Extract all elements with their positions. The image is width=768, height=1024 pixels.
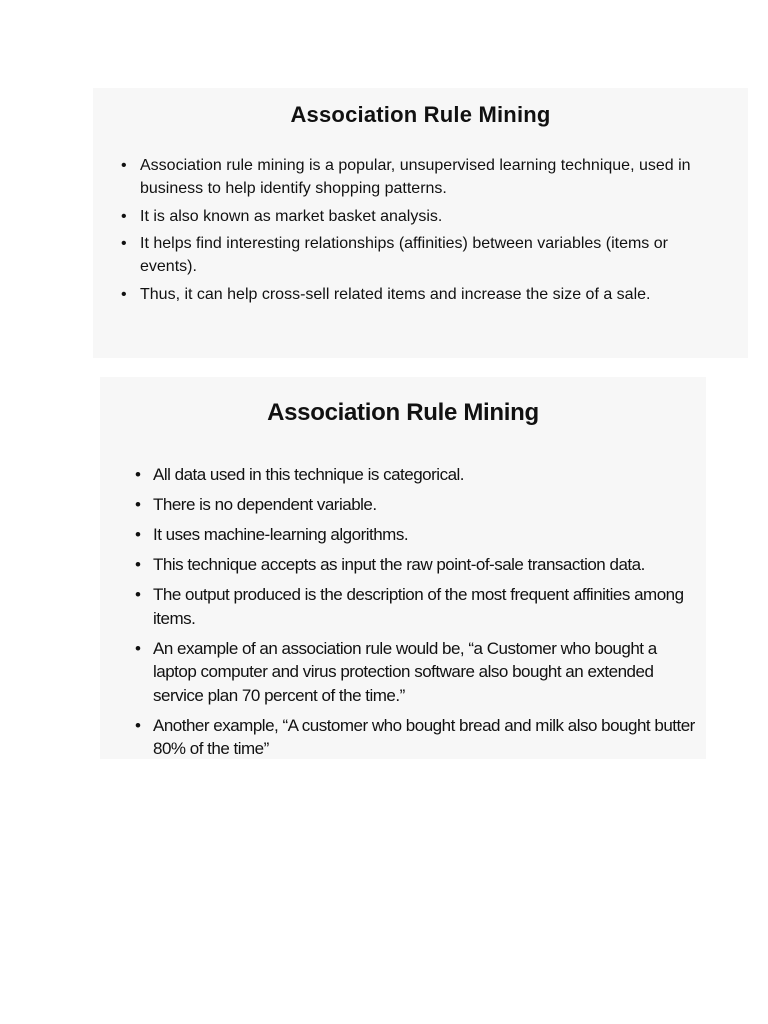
bullet-text: There is no dependent variable.: [153, 495, 377, 514]
slide-1-title: Association Rule Mining: [290, 102, 551, 127]
slide-2-bullet-list: [135, 463, 703, 767]
bullet-text: It uses machine-learning algorithms.: [153, 525, 409, 544]
slide-1-bullet-list: [121, 154, 721, 310]
bullet-icon: •: [135, 525, 141, 544]
bullet-icon: •: [121, 285, 127, 303]
bullet-text: It helps find interesting relationships (affinities) between variables (items or events).: [140, 235, 668, 275]
bullet-item: [135, 553, 703, 577]
bullet-item: [135, 463, 703, 487]
bullet-item: [121, 232, 721, 278]
slide-1: [93, 88, 748, 358]
bullet-text: An example of an association rule would be, “a Customer who bought a laptop computer and virus protection software also bought an extended service plan 70 percent of the time.”: [153, 638, 657, 705]
slide-2: [100, 377, 706, 759]
bullet-text: Association rule mining is a popular, unsupervised learning technique, used in business to help identify shopping patterns.: [140, 157, 691, 197]
bullet-icon: •: [135, 495, 141, 514]
bullet-item: [135, 637, 703, 708]
bullet-text: Another example, “A customer who bought bread and milk also bought butter 80% of the time”: [153, 715, 695, 758]
bullet-text: This technique accepts as input the raw point-of-sale transaction data.: [153, 555, 645, 574]
bullet-item: [135, 583, 703, 630]
bullet-icon: •: [135, 555, 141, 574]
slide-2-title: Association Rule Mining: [267, 399, 539, 426]
bullet-item: [135, 714, 703, 761]
bullet-icon: •: [135, 638, 141, 658]
bullet-text: It is also known as market basket analysis.: [140, 207, 443, 225]
bullet-icon: •: [135, 585, 141, 604]
bullet-item: [135, 523, 703, 547]
bullet-icon: •: [121, 235, 127, 252]
bullet-icon: •: [135, 465, 141, 484]
bullet-item: [121, 205, 721, 228]
bullet-item: [121, 154, 721, 200]
bullet-item: [121, 283, 721, 306]
bullet-icon: •: [121, 157, 127, 174]
bullet-text: All data used in this technique is categorical.: [153, 465, 465, 484]
bullet-icon: •: [121, 207, 127, 225]
bullet-text: The output produced is the description of the most frequent affinities among items.: [153, 585, 684, 628]
bullet-item: [135, 493, 703, 517]
bullet-icon: •: [135, 715, 141, 735]
bullet-text: Thus, it can help cross-sell related items and increase the size of a sale.: [140, 285, 651, 303]
